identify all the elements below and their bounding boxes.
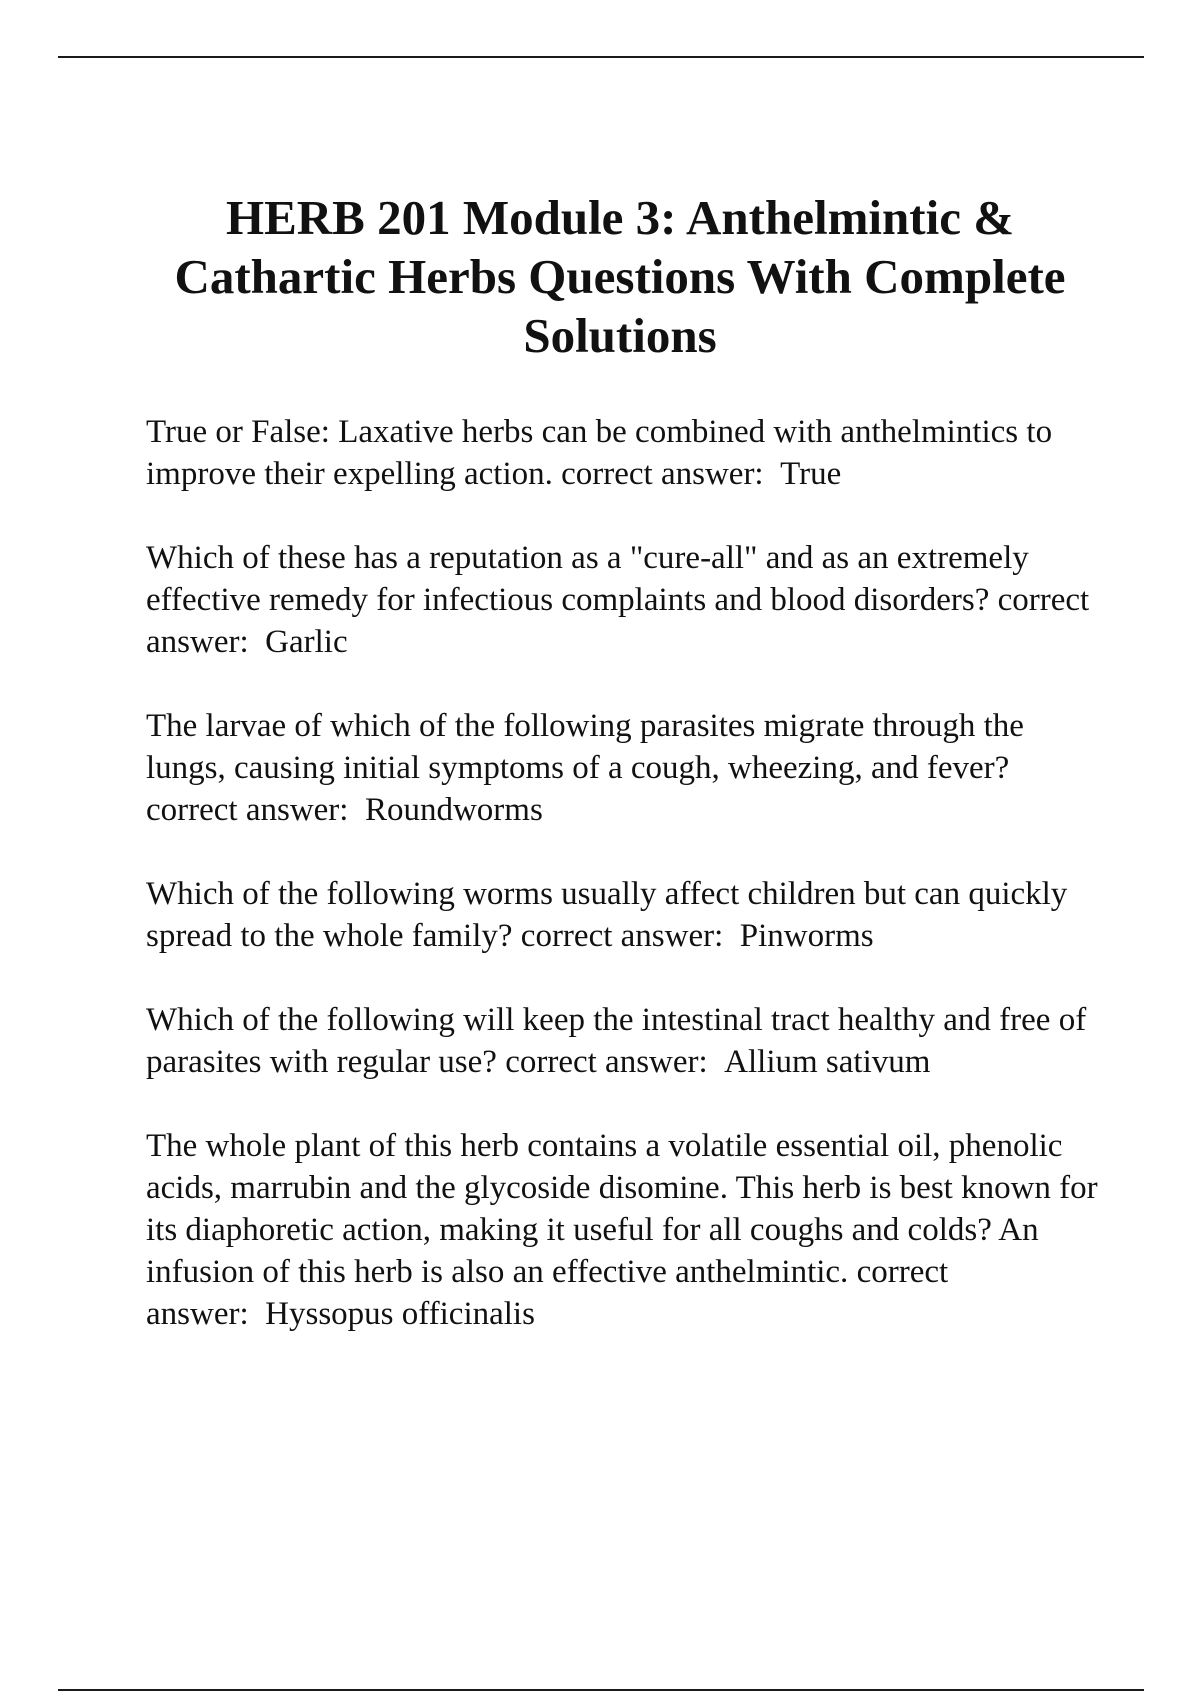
qa-item	[146, 537, 1106, 663]
question-text: The larvae of which of the following parasites migrate through the lungs, causing initial symptoms of a cough, wheezing, and fever?	[146, 708, 1024, 786]
question-text: The whole plant of this herb contains a volatile essential oil, phenolic acids, marrubin and the glycoside disomine. This herb is best known for its diaphoretic action, making it useful for all coughs and colds? An infusion of this herb is also an effective anthelmintic.	[146, 1128, 1098, 1290]
qa-item	[146, 1125, 1106, 1335]
answer-text: Roundworms	[364, 792, 543, 828]
answer-label: correct answer:	[146, 582, 1090, 660]
footer-rule	[58, 1689, 1144, 1691]
qa-item	[146, 411, 1106, 495]
answer-text: Allium sativum	[724, 1044, 931, 1080]
answer-text: Pinworms	[739, 918, 874, 954]
answer-label: correct answer:	[505, 1044, 708, 1080]
document-title: HERB 201 Module 3: Anthelmintic & Cathartic Herbs Questions With Complete Solutions	[174, 190, 1066, 363]
question-text: Which of these has a reputation as a "cure-all" and as an extremely effective remedy for infectious complaints and blood disorders?	[146, 540, 1029, 618]
question-text: Which of the following worms usually affect children but can quickly spread to the whole family?	[146, 876, 1068, 954]
question-text: Which of the following will keep the intestinal tract healthy and free of parasites with regular use?	[146, 1002, 1087, 1080]
qa-list	[146, 411, 1106, 1377]
qa-item	[146, 705, 1106, 831]
answer-label: correct answer:	[561, 456, 764, 492]
answer-label: correct answer:	[520, 918, 724, 954]
question-text: True or False: Laxative herbs can be combined with anthelmintics to improve their expelling action.	[146, 414, 1053, 492]
qa-item	[146, 873, 1106, 957]
qa-item	[146, 999, 1106, 1083]
answer-text: Garlic	[265, 624, 348, 660]
header-rule	[58, 56, 1144, 58]
answer-label: correct answer:	[146, 792, 349, 828]
answer-text: Hyssopus officinalis	[265, 1296, 535, 1332]
answer-text: True	[780, 456, 842, 492]
answer-label: correct answer:	[146, 1254, 949, 1332]
